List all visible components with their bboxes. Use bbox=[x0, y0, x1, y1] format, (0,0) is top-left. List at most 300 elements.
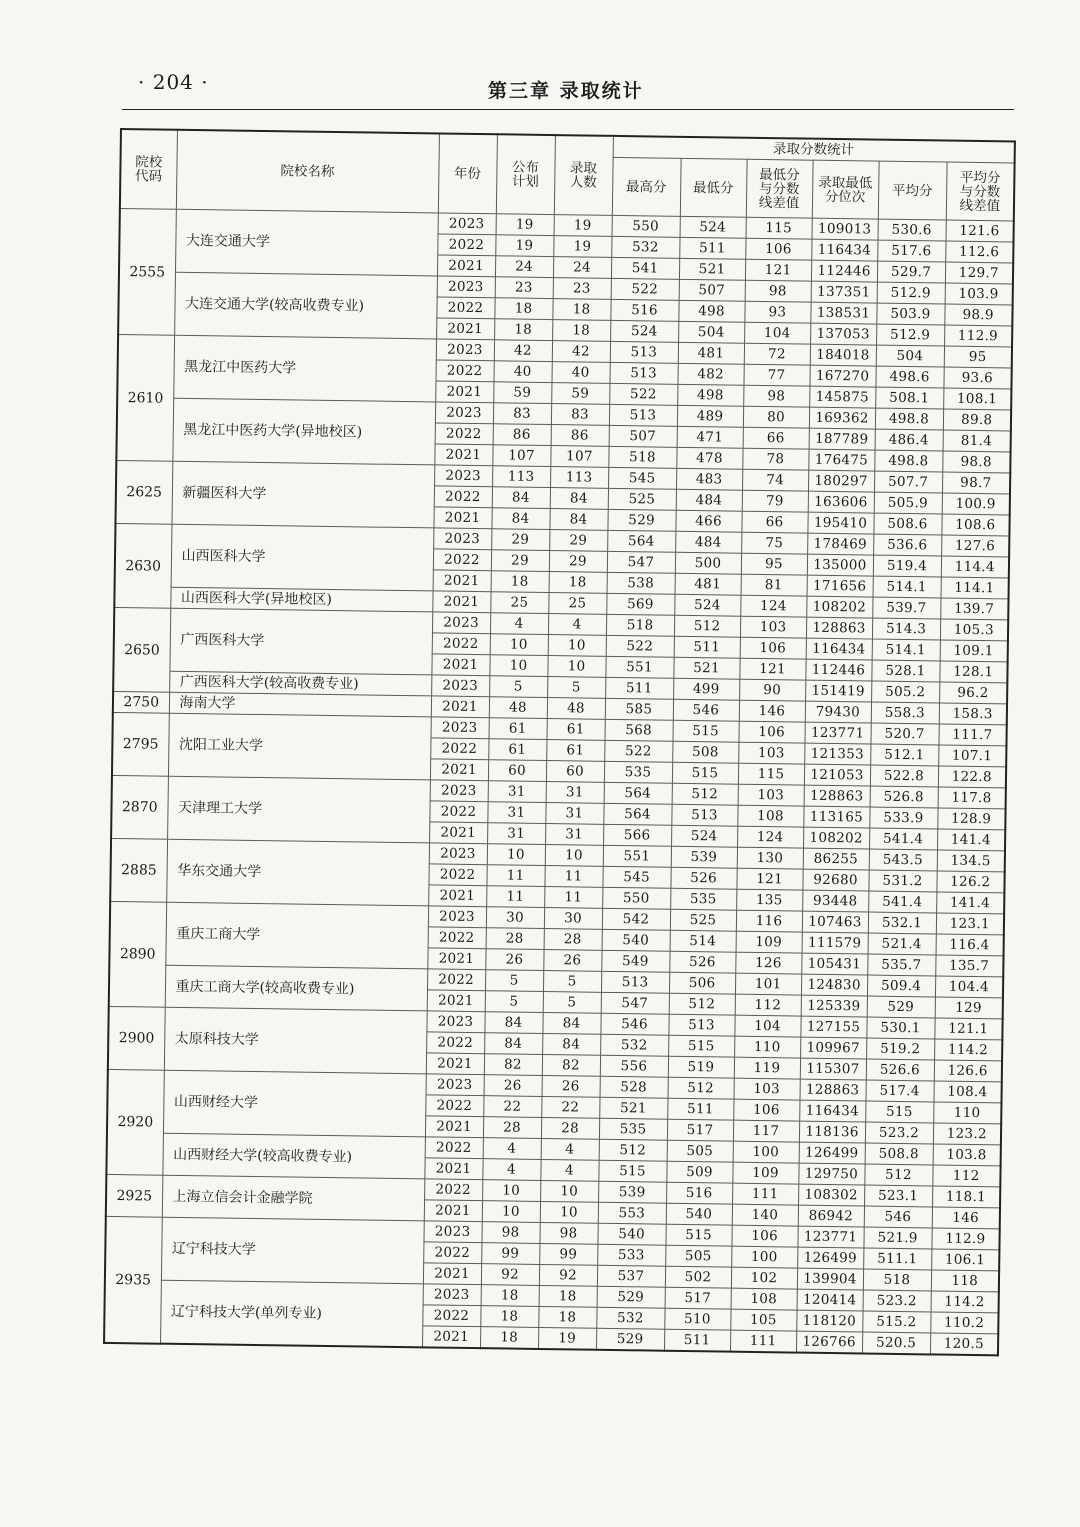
cell-min-diff: 124 bbox=[737, 826, 803, 848]
col-header-code: 院校 代码 bbox=[120, 129, 177, 209]
cell-avg: 523.2 bbox=[865, 1122, 933, 1144]
cell-plan: 5 bbox=[489, 676, 547, 698]
cell-avg-diff: 141.4 bbox=[936, 892, 1004, 914]
cell-max: 518 bbox=[608, 446, 676, 468]
cell-avg-diff: 89.8 bbox=[943, 409, 1011, 431]
cell-year: 2021 bbox=[424, 1200, 482, 1222]
cell-min: 511 bbox=[664, 1329, 730, 1351]
cell-max: 546 bbox=[600, 1013, 668, 1035]
cell-admitted: 19 bbox=[553, 236, 611, 258]
institution-code: 2890 bbox=[109, 901, 166, 1007]
cell-min-rank: 118136 bbox=[799, 1121, 865, 1143]
cell-min: 521 bbox=[673, 657, 739, 679]
cell-min-rank: 187789 bbox=[809, 428, 875, 450]
col-header-max: 最高分 bbox=[612, 157, 681, 216]
cell-avg: 503.9 bbox=[876, 303, 944, 325]
cell-admitted: 84 bbox=[542, 1012, 600, 1034]
cell-min-rank: 107463 bbox=[802, 911, 868, 933]
cell-avg: 512 bbox=[864, 1164, 932, 1186]
cell-min-diff: 112 bbox=[735, 994, 801, 1016]
cell-min-rank: 126499 bbox=[797, 1247, 863, 1269]
institution-code: 2900 bbox=[108, 1006, 165, 1070]
cell-min-diff: 108 bbox=[731, 1288, 797, 1310]
cell-min: 524 bbox=[671, 825, 737, 847]
cell-admitted: 31 bbox=[545, 803, 603, 825]
cell-avg: 558.3 bbox=[871, 702, 939, 724]
cell-year: 2021 bbox=[431, 696, 489, 718]
cell-min-rank: 135000 bbox=[807, 554, 873, 576]
cell-avg: 539.7 bbox=[872, 597, 940, 619]
cell-year: 2022 bbox=[423, 1242, 481, 1264]
cell-avg-diff: 112 bbox=[932, 1165, 1000, 1187]
cell-avg-diff: 111.7 bbox=[938, 724, 1006, 746]
cell-min-rank: 116434 bbox=[806, 638, 872, 660]
cell-min-rank: 195410 bbox=[807, 512, 873, 534]
cell-plan: 82 bbox=[484, 1054, 542, 1076]
cell-plan: 26 bbox=[485, 949, 543, 971]
cell-avg-diff: 146 bbox=[932, 1207, 1000, 1229]
cell-admitted: 92 bbox=[539, 1264, 597, 1286]
cell-min: 506 bbox=[669, 972, 735, 994]
cell-admitted: 18 bbox=[552, 299, 610, 321]
cell-admitted: 30 bbox=[544, 907, 602, 929]
cell-max: 511 bbox=[605, 677, 673, 699]
cell-min-diff: 115 bbox=[738, 763, 804, 785]
cell-avg-diff: 128.1 bbox=[939, 661, 1007, 683]
cell-min-diff: 124 bbox=[740, 595, 806, 617]
cell-admitted: 18 bbox=[538, 1306, 596, 1328]
cell-min-diff: 103 bbox=[734, 1078, 800, 1100]
cell-min-rank: 86942 bbox=[798, 1205, 864, 1227]
cell-avg-diff: 139.7 bbox=[940, 598, 1008, 620]
cell-plan: 28 bbox=[486, 928, 544, 950]
cell-min-diff: 121 bbox=[739, 658, 805, 680]
cell-min-diff: 106 bbox=[738, 721, 804, 743]
cell-avg-diff: 114.2 bbox=[934, 1039, 1002, 1061]
col-header-min-diff: 最低分 与分数 线差值 bbox=[746, 159, 813, 218]
cell-admitted: 24 bbox=[553, 257, 611, 279]
cell-max: 551 bbox=[605, 656, 673, 678]
cell-min: 526 bbox=[669, 951, 735, 973]
cell-plan: 19 bbox=[495, 235, 553, 257]
cell-year: 2021 bbox=[433, 507, 491, 529]
cell-min-rank: 116434 bbox=[799, 1100, 865, 1122]
cell-avg: 541.4 bbox=[868, 891, 936, 913]
cell-min-rank: 115307 bbox=[800, 1058, 866, 1080]
cell-avg: 528.1 bbox=[871, 660, 939, 682]
cell-avg: 514.1 bbox=[872, 639, 940, 661]
cell-plan: 31 bbox=[487, 802, 545, 824]
cell-min-rank: 112446 bbox=[811, 260, 877, 282]
cell-max: 513 bbox=[609, 362, 677, 384]
cell-min: 481 bbox=[678, 342, 744, 364]
cell-avg: 508.1 bbox=[875, 387, 943, 409]
cell-plan: 29 bbox=[491, 529, 549, 551]
cell-year: 2021 bbox=[426, 1053, 484, 1075]
cell-admitted: 18 bbox=[539, 1285, 597, 1307]
cell-min-diff: 117 bbox=[733, 1120, 799, 1142]
cell-min: 498 bbox=[678, 300, 744, 322]
col-header-admitted: 录取 人数 bbox=[554, 135, 613, 215]
cell-avg-diff: 95 bbox=[944, 346, 1012, 368]
cell-admitted: 42 bbox=[552, 341, 610, 363]
cell-year: 2023 bbox=[423, 1221, 481, 1243]
cell-admitted: 84 bbox=[550, 488, 608, 510]
cell-avg-diff: 103.9 bbox=[945, 283, 1013, 305]
cell-admitted: 18 bbox=[549, 572, 607, 594]
cell-plan: 40 bbox=[493, 361, 551, 383]
cell-min-rank: 123771 bbox=[804, 722, 870, 744]
cell-min: 524 bbox=[674, 594, 740, 616]
cell-plan: 84 bbox=[484, 1033, 542, 1055]
institution-code: 2870 bbox=[111, 775, 168, 839]
cell-min: 478 bbox=[676, 447, 742, 469]
cell-admitted: 25 bbox=[548, 593, 606, 615]
cell-min-diff: 116 bbox=[736, 910, 802, 932]
cell-min-rank: 120414 bbox=[797, 1289, 863, 1311]
cell-max: 513 bbox=[609, 404, 677, 426]
cell-max: 547 bbox=[601, 992, 669, 1014]
cell-min: 484 bbox=[676, 489, 742, 511]
cell-min-rank: 169362 bbox=[809, 407, 875, 429]
cell-min-diff: 102 bbox=[731, 1267, 797, 1289]
cell-min-diff: 146 bbox=[739, 700, 805, 722]
cell-avg-diff: 121.1 bbox=[934, 1018, 1002, 1040]
cell-avg-diff: 126.6 bbox=[934, 1060, 1002, 1082]
cell-min-diff: 75 bbox=[741, 532, 807, 554]
cell-avg: 498.6 bbox=[875, 366, 943, 388]
cell-admitted: 84 bbox=[549, 509, 607, 531]
cell-avg-diff: 106.1 bbox=[931, 1249, 999, 1271]
cell-min: 481 bbox=[675, 573, 741, 595]
cell-admitted: 10 bbox=[540, 1180, 598, 1202]
cell-max: 515 bbox=[598, 1160, 666, 1182]
cell-year: 2022 bbox=[429, 801, 487, 823]
cell-min-diff: 100 bbox=[731, 1246, 797, 1268]
cell-avg-diff: 100.9 bbox=[942, 493, 1010, 515]
cell-min-diff: 103 bbox=[738, 742, 804, 764]
cell-min-rank: 178469 bbox=[807, 533, 873, 555]
cell-avg: 508.6 bbox=[873, 513, 941, 535]
cell-admitted: 61 bbox=[547, 719, 605, 741]
cell-min-diff: 81 bbox=[741, 574, 807, 596]
cell-avg: 519.2 bbox=[866, 1038, 934, 1060]
cell-min: 482 bbox=[677, 363, 743, 385]
cell-plan: 18 bbox=[494, 319, 552, 341]
cell-admitted: 83 bbox=[551, 404, 609, 426]
cell-admitted: 4 bbox=[541, 1138, 599, 1160]
cell-max: 507 bbox=[609, 425, 677, 447]
cell-admitted: 60 bbox=[546, 761, 604, 783]
cell-avg: 505.2 bbox=[871, 681, 939, 703]
cell-admitted: 22 bbox=[541, 1096, 599, 1118]
cell-avg: 530.6 bbox=[878, 219, 946, 241]
cell-min-diff: 109 bbox=[736, 931, 802, 953]
cell-year: 2023 bbox=[436, 339, 494, 361]
cell-admitted: 107 bbox=[550, 446, 608, 468]
cell-avg-diff: 110.2 bbox=[930, 1312, 998, 1334]
cell-avg-diff: 117.8 bbox=[938, 787, 1006, 809]
cell-min: 511 bbox=[674, 636, 740, 658]
cell-avg: 486.4 bbox=[875, 429, 943, 451]
cell-avg-diff: 122.8 bbox=[938, 766, 1006, 788]
cell-min: 539 bbox=[671, 846, 737, 868]
cell-min-rank: 79430 bbox=[805, 701, 871, 723]
cell-min: 517 bbox=[667, 1119, 733, 1141]
cell-min-rank: 137351 bbox=[811, 281, 877, 303]
cell-plan: 107 bbox=[492, 445, 550, 467]
cell-plan: 28 bbox=[483, 1117, 541, 1139]
cell-min: 515 bbox=[672, 762, 738, 784]
cell-plan: 92 bbox=[481, 1264, 539, 1286]
cell-max: 522 bbox=[606, 635, 674, 657]
cell-avg: 505.9 bbox=[874, 492, 942, 514]
cell-min-rank: 184018 bbox=[810, 344, 876, 366]
cell-max: 522 bbox=[611, 278, 679, 300]
cell-avg-diff: 103.8 bbox=[933, 1144, 1001, 1166]
cell-min-rank: 108202 bbox=[803, 827, 869, 849]
header-rule bbox=[122, 109, 1014, 110]
cell-year: 2022 bbox=[430, 738, 488, 760]
cell-max: 516 bbox=[610, 299, 678, 321]
cell-admitted: 48 bbox=[547, 698, 605, 720]
cell-year: 2021 bbox=[431, 654, 489, 676]
cell-avg: 498.8 bbox=[875, 408, 943, 430]
cell-max: 532 bbox=[596, 1307, 664, 1329]
cell-min-rank: 123771 bbox=[797, 1226, 863, 1248]
cell-min-diff: 115 bbox=[746, 217, 812, 239]
cell-min: 514 bbox=[670, 930, 736, 952]
cell-min: 515 bbox=[668, 1035, 734, 1057]
cell-avg: 531.2 bbox=[868, 870, 936, 892]
cell-admitted: 61 bbox=[546, 740, 604, 762]
cell-max: 550 bbox=[612, 215, 680, 237]
table-header bbox=[120, 129, 1015, 221]
cell-admitted: 31 bbox=[546, 782, 604, 804]
cell-avg: 509.4 bbox=[867, 975, 935, 997]
cell-year: 2021 bbox=[423, 1263, 481, 1285]
institution-name: 山西医科大学(异地校区) bbox=[170, 587, 432, 612]
cell-avg: 530.1 bbox=[866, 1017, 934, 1039]
cell-min-rank: 151419 bbox=[805, 680, 871, 702]
cell-avg-diff: 98.9 bbox=[944, 304, 1012, 326]
cell-plan: 23 bbox=[495, 277, 553, 299]
institution-code: 2650 bbox=[113, 607, 170, 692]
cell-min-rank: 137053 bbox=[810, 323, 876, 345]
cell-avg: 521.4 bbox=[868, 933, 936, 955]
cell-avg-diff: 96.2 bbox=[939, 682, 1007, 704]
cell-avg: 517.4 bbox=[865, 1080, 933, 1102]
cell-admitted: 29 bbox=[549, 551, 607, 573]
cell-year: 2022 bbox=[433, 549, 491, 571]
institution-name: 沈阳工业大学 bbox=[168, 713, 431, 780]
cell-max: 556 bbox=[600, 1055, 668, 1077]
cell-plan: 4 bbox=[483, 1138, 541, 1160]
cell-min-rank: 121353 bbox=[804, 743, 870, 765]
cell-min-rank: 129750 bbox=[798, 1163, 864, 1185]
col-header-stats-group: 录取分数统计 bbox=[613, 136, 1015, 163]
cell-min-diff: 106 bbox=[731, 1225, 797, 1247]
cell-min-diff: 66 bbox=[743, 427, 809, 449]
cell-year: 2021 bbox=[436, 318, 494, 340]
cell-year: 2022 bbox=[424, 1179, 482, 1201]
cell-min-rank: 128863 bbox=[799, 1079, 865, 1101]
cell-min: 471 bbox=[677, 426, 743, 448]
cell-min: 489 bbox=[677, 405, 743, 427]
cell-min: 484 bbox=[675, 531, 741, 553]
cell-year: 2021 bbox=[427, 948, 485, 970]
cell-min: 526 bbox=[670, 867, 736, 889]
cell-plan: 24 bbox=[495, 256, 553, 278]
cell-year: 2023 bbox=[429, 843, 487, 865]
cell-max: 539 bbox=[598, 1181, 666, 1203]
cell-admitted: 113 bbox=[550, 467, 608, 489]
cell-admitted: 98 bbox=[539, 1222, 597, 1244]
cell-admitted: 11 bbox=[544, 887, 602, 909]
cell-avg: 514.3 bbox=[872, 618, 940, 640]
cell-plan: 59 bbox=[493, 382, 551, 404]
cell-year: 2022 bbox=[427, 969, 485, 991]
cell-max: 569 bbox=[606, 593, 674, 615]
cell-max: 545 bbox=[602, 866, 670, 888]
cell-admitted: 10 bbox=[540, 1201, 598, 1223]
cell-admitted: 40 bbox=[551, 362, 609, 384]
cell-max: 529 bbox=[597, 1286, 665, 1308]
cell-avg-diff: 112.9 bbox=[931, 1228, 999, 1250]
cell-admitted: 10 bbox=[548, 635, 606, 657]
cell-max: 532 bbox=[600, 1034, 668, 1056]
cell-min: 535 bbox=[670, 888, 736, 910]
cell-avg: 541.4 bbox=[869, 828, 937, 850]
col-header-avg-diff: 平均分 与分数 线差值 bbox=[946, 162, 1015, 221]
cell-year: 2022 bbox=[436, 297, 494, 319]
cell-min: 507 bbox=[679, 279, 745, 301]
cell-min-rank: 109013 bbox=[812, 218, 878, 240]
cell-plan: 19 bbox=[496, 214, 554, 236]
cell-min-rank: 139904 bbox=[797, 1268, 863, 1290]
cell-avg-diff: 93.6 bbox=[943, 367, 1011, 389]
cell-year: 2021 bbox=[422, 1326, 480, 1348]
cell-min-diff: 119 bbox=[734, 1057, 800, 1079]
cell-max: 538 bbox=[607, 572, 675, 594]
col-header-avg: 平均分 bbox=[878, 161, 947, 220]
cell-max: 513 bbox=[601, 971, 669, 993]
cell-avg-diff: 109.1 bbox=[940, 640, 1008, 662]
cell-avg: 535.7 bbox=[867, 954, 935, 976]
cell-plan: 61 bbox=[488, 739, 546, 761]
cell-min: 509 bbox=[666, 1161, 732, 1183]
cell-admitted: 19 bbox=[554, 215, 612, 237]
cell-admitted: 10 bbox=[545, 845, 603, 867]
cell-min-diff: 140 bbox=[732, 1204, 798, 1226]
cell-min: 515 bbox=[665, 1224, 731, 1246]
cell-min-diff: 111 bbox=[730, 1330, 796, 1352]
cell-avg: 508.8 bbox=[865, 1143, 933, 1165]
institution-name: 广西医科大学 bbox=[169, 608, 432, 675]
cell-year: 2023 bbox=[430, 780, 488, 802]
cell-min-rank: 124830 bbox=[801, 974, 867, 996]
cell-min-rank: 113165 bbox=[803, 806, 869, 828]
cell-min-diff: 104 bbox=[734, 1015, 800, 1037]
cell-year: 2021 bbox=[429, 822, 487, 844]
cell-min-diff: 90 bbox=[739, 679, 805, 701]
cell-admitted: 5 bbox=[543, 991, 601, 1013]
cell-min-rank: 109967 bbox=[800, 1037, 866, 1059]
institution-code: 2610 bbox=[116, 334, 174, 461]
page-number: · 204 · bbox=[138, 70, 209, 94]
cell-year: 2023 bbox=[432, 612, 490, 634]
cell-min-diff: 93 bbox=[744, 301, 810, 323]
cell-year: 2022 bbox=[428, 927, 486, 949]
cell-plan: 4 bbox=[490, 613, 548, 635]
cell-avg: 526.6 bbox=[866, 1059, 934, 1081]
cell-avg: 526.8 bbox=[870, 786, 938, 808]
cell-year: 2022 bbox=[437, 234, 495, 256]
cell-min-diff: 109 bbox=[732, 1162, 798, 1184]
cell-avg: 543.5 bbox=[869, 849, 937, 871]
cell-min-diff: 100 bbox=[733, 1141, 799, 1163]
cell-min: 516 bbox=[666, 1182, 732, 1204]
institution-name: 华东交通大学 bbox=[166, 839, 429, 906]
cell-min-diff: 98 bbox=[743, 385, 809, 407]
institution-name: 太原科技大学 bbox=[164, 1007, 427, 1074]
cell-min-rank: 163606 bbox=[808, 491, 874, 513]
cell-max: 525 bbox=[608, 488, 676, 510]
admission-table-container bbox=[103, 128, 1016, 1356]
cell-max: 528 bbox=[600, 1076, 668, 1098]
cell-avg-diff: 123.2 bbox=[933, 1123, 1001, 1145]
cell-min-diff: 121 bbox=[745, 259, 811, 281]
cell-min-rank: 138531 bbox=[810, 302, 876, 324]
cell-year: 2023 bbox=[434, 465, 492, 487]
cell-plan: 18 bbox=[481, 1285, 539, 1307]
cell-avg-diff: 108.4 bbox=[933, 1081, 1001, 1103]
cell-plan: 113 bbox=[492, 466, 550, 488]
cell-avg-diff: 112.9 bbox=[944, 325, 1012, 347]
cell-min-rank: 112446 bbox=[805, 659, 871, 681]
cell-min: 512 bbox=[674, 615, 740, 637]
cell-plan: 18 bbox=[480, 1327, 538, 1349]
cell-avg-diff: 98.7 bbox=[942, 472, 1010, 494]
cell-min-rank: 128863 bbox=[804, 785, 870, 807]
cell-min-diff: 106 bbox=[733, 1099, 799, 1121]
cell-min-diff: 130 bbox=[737, 847, 803, 869]
cell-min-rank: 171656 bbox=[807, 575, 873, 597]
cell-avg-diff: 108.1 bbox=[943, 388, 1011, 410]
cell-avg: 523.1 bbox=[864, 1185, 932, 1207]
cell-plan: 10 bbox=[482, 1201, 540, 1223]
cell-min-rank: 108202 bbox=[806, 596, 872, 618]
cell-admitted: 26 bbox=[543, 949, 601, 971]
institution-code: 2555 bbox=[118, 209, 176, 336]
institution-name: 黑龙江中医药大学(异地校区) bbox=[172, 398, 435, 465]
cell-min: 513 bbox=[668, 1014, 734, 1036]
cell-min: 513 bbox=[671, 804, 737, 826]
cell-min: 505 bbox=[665, 1245, 731, 1267]
cell-max: 529 bbox=[607, 509, 675, 531]
cell-avg: 515 bbox=[865, 1101, 933, 1123]
cell-min: 512 bbox=[672, 783, 738, 805]
cell-avg-diff: 141.4 bbox=[937, 829, 1005, 851]
cell-admitted: 59 bbox=[551, 383, 609, 405]
institution-name: 大连交通大学(较高收费专业) bbox=[174, 272, 437, 339]
institution-name: 山西医科大学 bbox=[171, 524, 434, 591]
cell-max: 518 bbox=[606, 614, 674, 636]
cell-year: 2023 bbox=[438, 213, 496, 235]
cell-admitted: 26 bbox=[542, 1075, 600, 1097]
cell-plan: 86 bbox=[493, 424, 551, 446]
cell-avg-diff: 134.5 bbox=[937, 850, 1005, 872]
